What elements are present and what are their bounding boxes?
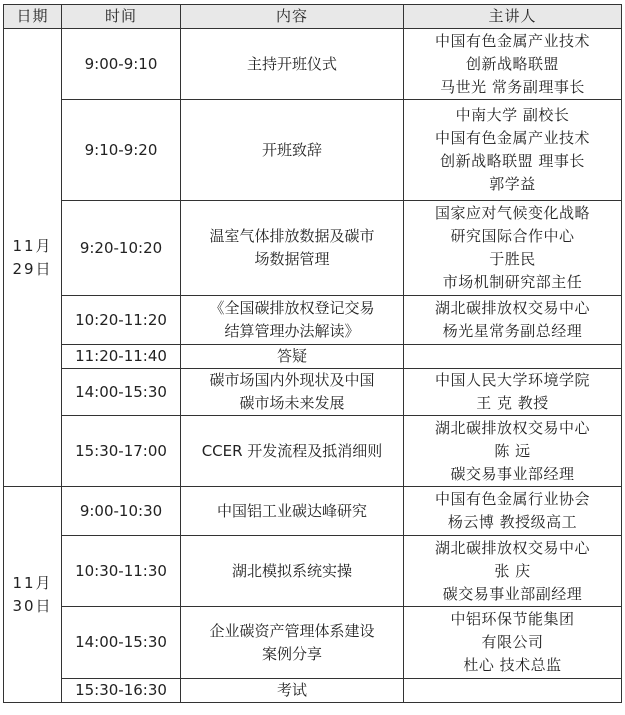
speaker-line: 张 庆 bbox=[494, 561, 531, 580]
topic-line: 场数据管理 bbox=[254, 250, 330, 268]
speaker-line: 市场机制研究部主任 bbox=[442, 273, 583, 291]
time-cell: 9:10-9:20 bbox=[62, 100, 181, 201]
speaker-line: 于胜民 bbox=[489, 250, 536, 268]
time-cell: 10:20-11:20 bbox=[62, 296, 181, 345]
speaker-line: 国家应对气候变化战略 bbox=[434, 204, 590, 222]
speaker-line: 湖北碳排放权交易中心 bbox=[434, 418, 590, 437]
speaker-line: 中国有色金属产业技术 bbox=[434, 31, 590, 50]
topic-cell bbox=[181, 679, 404, 703]
topic-line: 考试 bbox=[276, 681, 307, 699]
time-cell: 14:00-15:30 bbox=[62, 607, 181, 679]
topic-cell bbox=[181, 201, 404, 296]
topic-line: 答疑 bbox=[276, 347, 307, 365]
date-line: 11月 bbox=[12, 573, 53, 592]
speaker-line: 碳交易事业部副经理 bbox=[442, 584, 583, 603]
time-cell: 10:30-11:30 bbox=[62, 536, 181, 607]
speaker-line: 杨云博 教授级高工 bbox=[447, 513, 578, 531]
speaker-cell bbox=[404, 607, 622, 679]
table-row bbox=[4, 607, 622, 679]
speaker-line: 中南大学 副校长 bbox=[455, 106, 570, 124]
speaker-line: 中铝环保节能集团 bbox=[450, 610, 575, 628]
schedule-table bbox=[3, 4, 622, 703]
speaker-cell bbox=[404, 416, 622, 487]
schedule-body bbox=[4, 5, 622, 703]
topic-cell bbox=[181, 487, 404, 536]
topic-cell bbox=[181, 369, 404, 416]
table-row bbox=[4, 201, 622, 296]
speaker-line: 中国有色金属行业协会 bbox=[434, 490, 590, 508]
date-line: 11月 bbox=[12, 236, 53, 255]
speaker-line: 中国人民大学环境学院 bbox=[434, 371, 590, 389]
header-speaker: 主讲人 bbox=[404, 5, 622, 29]
table-row bbox=[4, 29, 622, 100]
header-time: 时间 bbox=[62, 5, 181, 29]
speaker-line: 创新战略联盟 理事长 bbox=[440, 152, 585, 170]
date-line: 29日 bbox=[12, 259, 53, 278]
speaker-line: 碳交易事业部经理 bbox=[450, 464, 575, 483]
speaker-line: 马世光 常务副理事长 bbox=[440, 77, 585, 96]
header-row bbox=[4, 5, 622, 29]
speaker-cell bbox=[404, 201, 622, 296]
time-cell: 15:30-17:00 bbox=[62, 416, 181, 487]
speaker-cell bbox=[404, 100, 622, 201]
speaker-line: 湖北碳排放权交易中心 bbox=[434, 538, 590, 557]
speaker-line: 湖北碳排放权交易中心 bbox=[434, 299, 590, 317]
table-row bbox=[4, 487, 622, 536]
header-content: 内容 bbox=[181, 5, 404, 29]
speaker-line: 有限公司 bbox=[481, 633, 544, 651]
speaker-line: 研究国际合作中心 bbox=[450, 227, 575, 245]
table-row bbox=[4, 100, 622, 201]
topic-line: 温室气体排放数据及碳市 bbox=[209, 227, 375, 245]
topic-line: 企业碳资产管理体系建设 bbox=[209, 621, 375, 640]
table-row bbox=[4, 296, 622, 345]
topic-line: 碳市场国内外现状及中国 bbox=[209, 371, 375, 389]
speaker-line: 中国有色金属产业技术 bbox=[434, 129, 590, 147]
topic-cell bbox=[181, 345, 404, 369]
speaker-cell bbox=[404, 487, 622, 536]
time-cell: 11:20-11:40 bbox=[62, 345, 181, 369]
date-line: 30日 bbox=[12, 596, 53, 615]
time-cell: 15:30-16:30 bbox=[62, 679, 181, 703]
speaker-cell bbox=[404, 345, 622, 369]
topic-line: 《全国碳排放权登记交易 bbox=[209, 299, 375, 317]
header-date: 日期 bbox=[4, 5, 62, 29]
speaker-line: 杜心 技术总监 bbox=[463, 656, 562, 674]
topic-line: 主持开班仪式 bbox=[246, 54, 337, 73]
table-row bbox=[4, 345, 622, 369]
time-cell: 9:20-10:20 bbox=[62, 201, 181, 296]
topic-cell bbox=[181, 29, 404, 100]
date-cell bbox=[4, 487, 62, 703]
topic-line: 案例分享 bbox=[261, 644, 322, 663]
speaker-cell bbox=[404, 679, 622, 703]
topic-cell bbox=[181, 536, 404, 607]
table-row bbox=[4, 416, 622, 487]
table-row bbox=[4, 369, 622, 416]
speaker-line: 郭学益 bbox=[489, 175, 536, 193]
speaker-cell bbox=[404, 536, 622, 607]
topic-line: 结算管理办法解读》 bbox=[224, 322, 360, 340]
topic-line: 碳市场未来发展 bbox=[239, 394, 345, 412]
topic-line: 湖北模拟系统实操 bbox=[231, 561, 352, 580]
date-cell bbox=[4, 29, 62, 487]
topic-line: 开班致辞 bbox=[261, 140, 322, 159]
topic-cell bbox=[181, 296, 404, 345]
speaker-line: 创新战略联盟 bbox=[465, 54, 559, 73]
speaker-line: 王 克 教授 bbox=[476, 394, 549, 412]
table-row bbox=[4, 536, 622, 607]
topic-cell bbox=[181, 100, 404, 201]
topic-cell bbox=[181, 607, 404, 679]
table-row bbox=[4, 679, 622, 703]
time-cell: 9:00-9:10 bbox=[62, 29, 181, 100]
speaker-cell bbox=[404, 369, 622, 416]
time-cell: 14:00-15:30 bbox=[62, 369, 181, 416]
speaker-line: 杨光星常务副总经理 bbox=[442, 322, 583, 340]
speaker-cell bbox=[404, 296, 622, 345]
speaker-cell bbox=[404, 29, 622, 100]
time-cell: 9:00-10:30 bbox=[62, 487, 181, 536]
topic-line: 中国铝工业碳达峰研究 bbox=[216, 501, 367, 520]
topic-cell bbox=[181, 416, 404, 487]
speaker-line: 陈 远 bbox=[494, 441, 531, 460]
topic-line: CCER 开发流程及抵消细则 bbox=[201, 441, 383, 460]
